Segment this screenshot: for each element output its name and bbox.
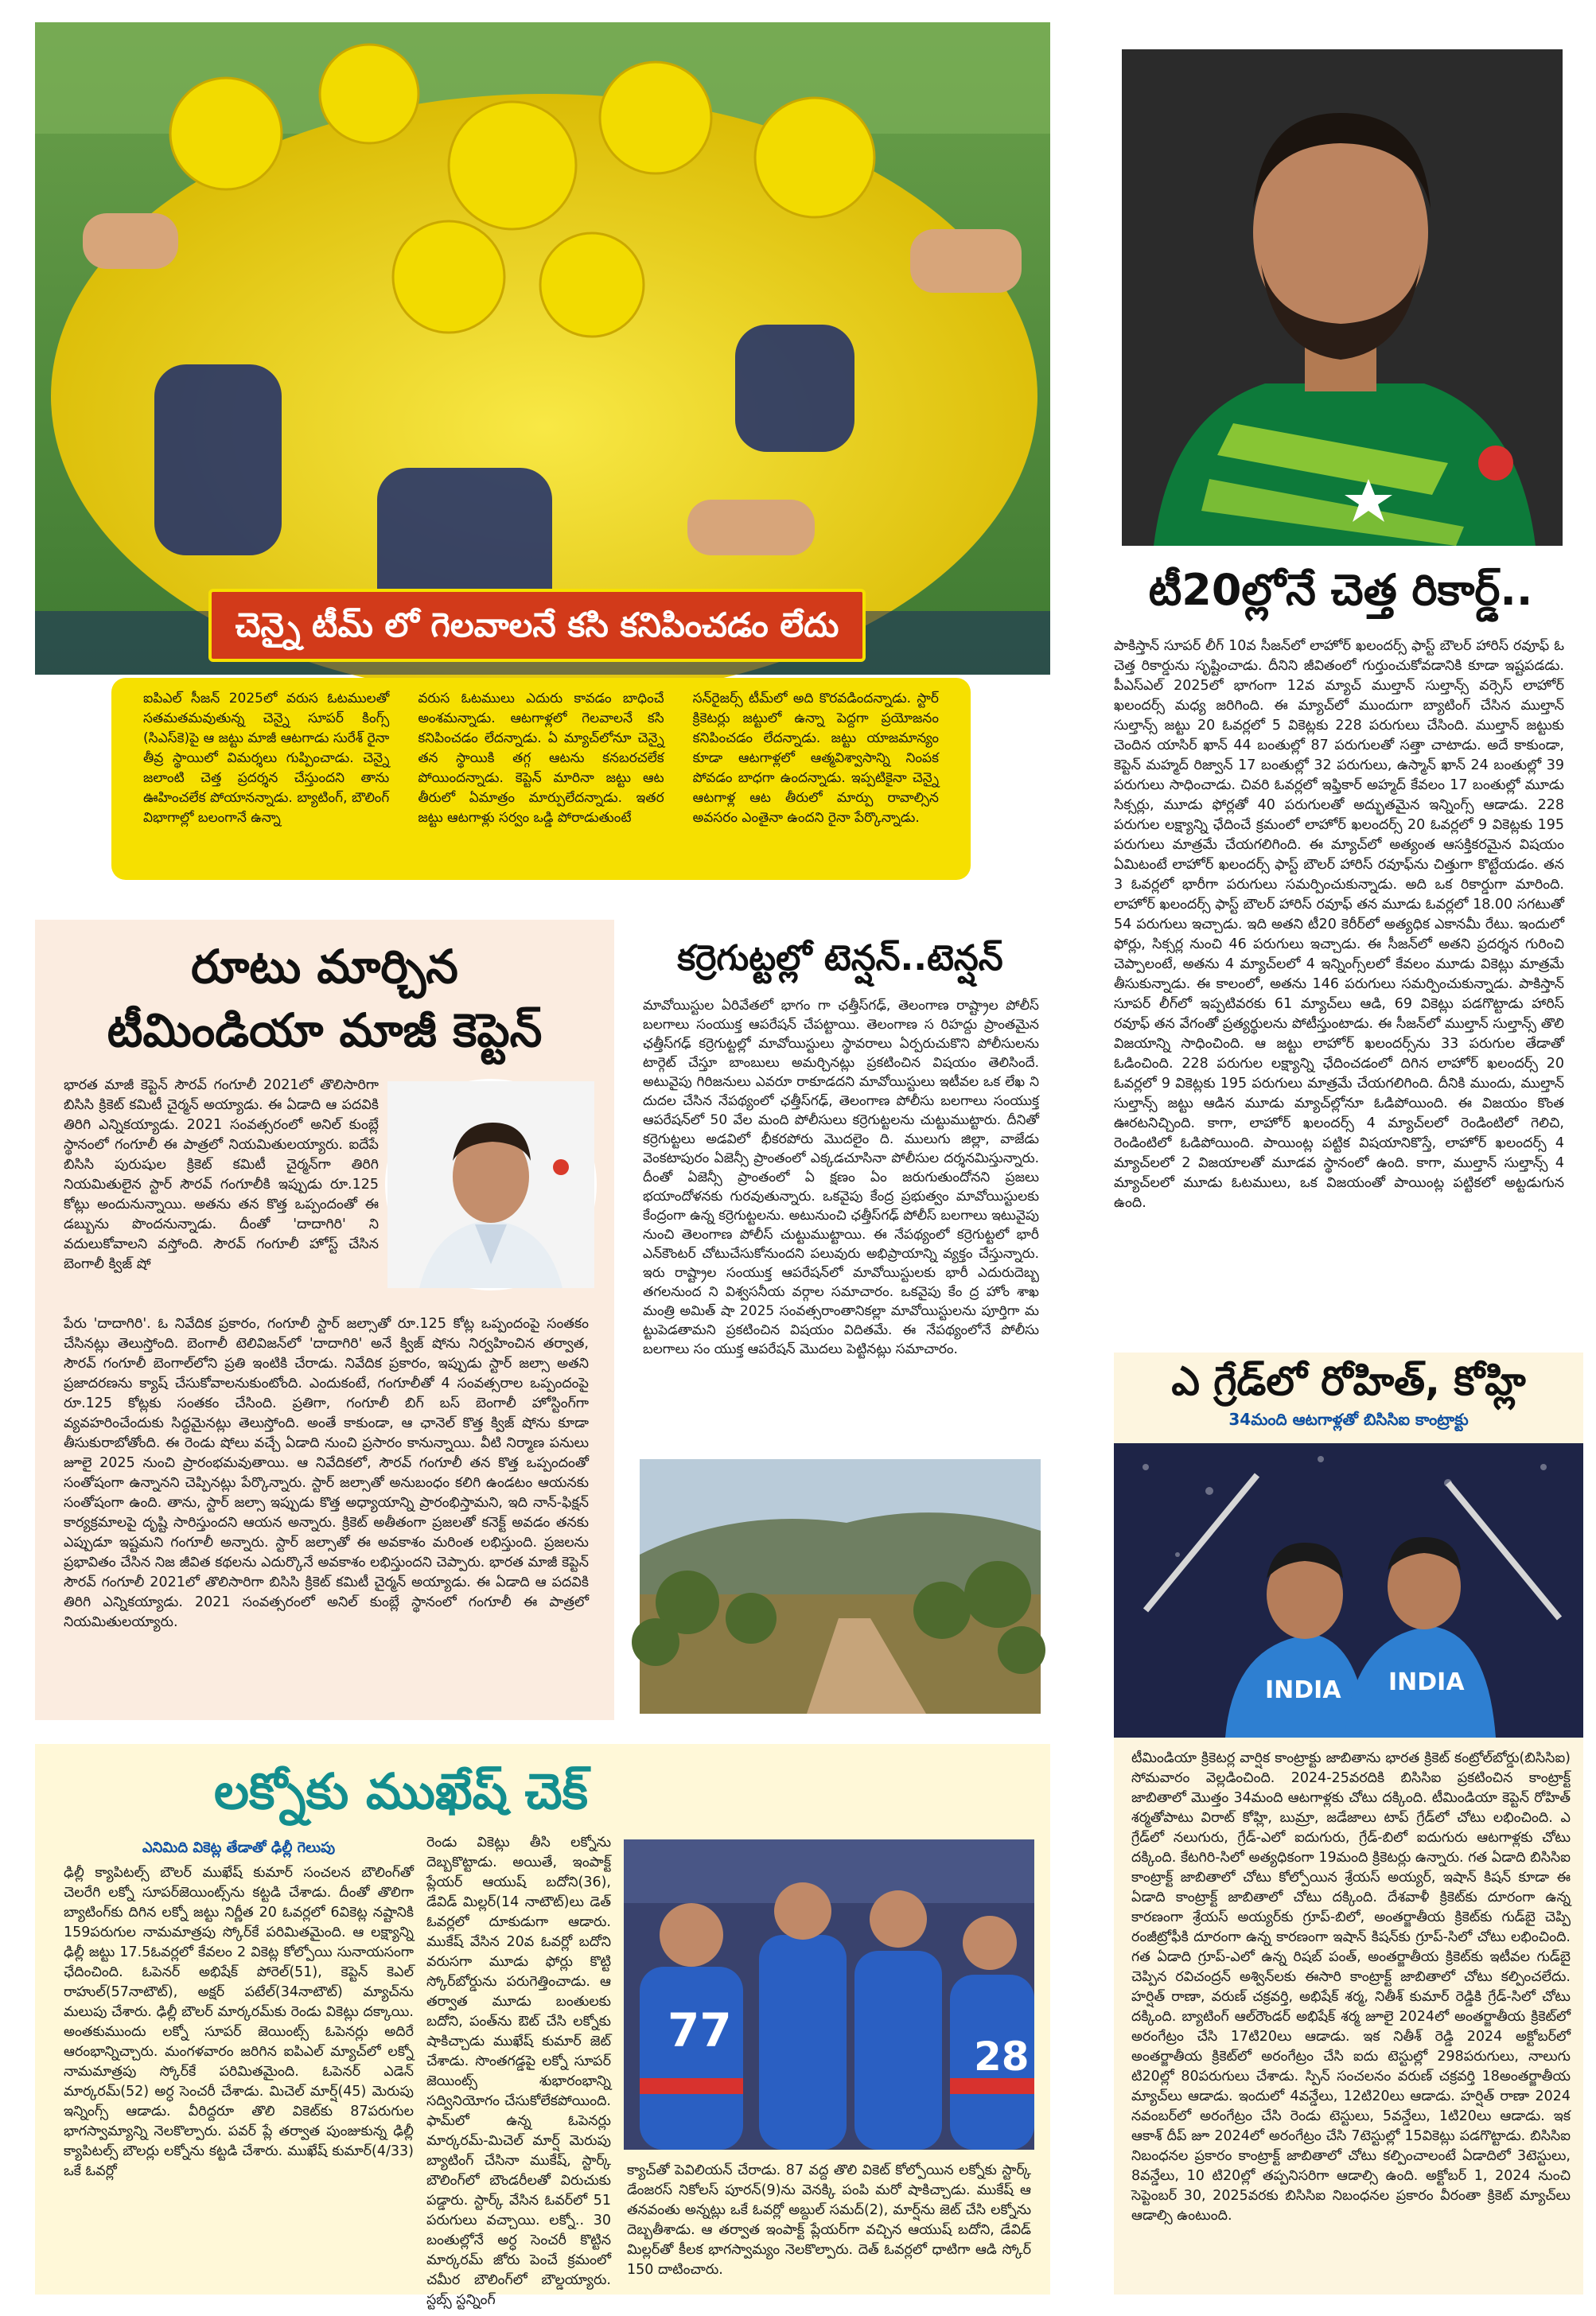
csk-text-col3: సన్‌రైజర్స్ టీమ్‌లో అది కొరవడిందన్నాడు. స్టార్ క్రికెటర్లు జట్టులో ఉన్నా పెద్దగా ప్రయోజనం కనిపించడం లేదన్నాడు. జట్టు యాజమాన్యం కూడా ఆటగాళ్లలో ఆత్మవిశ్వాసాన్ని నింపక పోవడం బాధగా ఉందన్నాడు. ఇప్పటికైనా చెన్నై ఆటగాళ్ల ఆట తీరులో మార్పు రావాల్సిన అవసరం ఎంతైనా ఉందని రైనా పేర్కొన్నాడు. [692, 691, 939, 826]
ganguly-text-top: భారత మాజీ కెప్టెన్ సౌరవ్ గంగూలీ 2021లో తొలిసారిగా బిసిసి క్రికెట్ కమిటీ చైర్మన్ అయ్యాడు. ఈ ఏడాది ఆ పదవికి తిరిగి ఎన్నికయ్యాడు. 2021 సంవత్సరంలో అనిల్ కుంబ్లే స్థానంలో గంగూలీ ఈ పాత్రలో నియమితులయ్యారు. ఐదేపే బిసిసి పురుషుల క్రికెట్ కమిటీ చైర్మన్‌గా తిరిగి నియమితులైన స్టార్ సౌరవ్ గంగూలీకి ఇప్పుడు రూ.125 కోట్లు అందునున్నాయి. అతను తన కొత్త ఒప్పందంతో ఈ డబ్బును పొందనున్నాడు. దీంతో 'దాదాగిరి' ని వదులుకోవాలని వస్తోంది. సౌరవ్ గంగూలీ హోస్ట్ చేసిన బెంగాలీ క్విజ్ షో [64, 1077, 379, 1272]
haris-rauf-photo [1122, 49, 1563, 546]
csk-text-col1: ఐపిఎల్ సీజన్ 2025లో వరుస ఓటములతో సతమతమవుతున్న చెన్నై సూపర్ కింగ్స్ (సిఎస్‌కె)పై ఆ జట్టు మాజీ ఆటగాడు సురేశ్ రైనా తీవ్ర స్థాయిలో విమర్శలు గుప్పించాడు. చెన్నై జలాంటి చెత్త ప్రదర్శన చేస్తుందని తాను ఊహించలేక పోయానన్నాడు. బ్యాటింగ్, బౌలింగ్ విభాగాల్లో బలంగానే ఉన్నా [143, 691, 390, 826]
rohit-text: టీమిండియా క్రికెటర్ల వార్షిక కాంట్రాక్టు జాబితాను భారత క్రికెట్ కంట్రోల్‌బోర్డు(బిసిసిఐ) సోమవారం వెల్లడించింది. 2024-25వరదికి బిసిసిఐ ప్రకటించిన కాంట్రాక్ట్ జాబితాలో మొత్తం 34మంది ఆటగాళ్లకు చోటు దక్కింది. టీమిండియా కెప్టెన్ రోహిత్ శర్మతోపాటు విరాట్ కోహ్లి, బుమ్రా, జడేజాలు టాప్ గ్రేడ్‌లో చోటు లభించింది. ఎ గ్రేడ్‌లో నలుగురు, గ్రేడ్-ఎలో ఐదుగురు, గ్రేడ్-బిలో ఐదుగురు ఆటగాళ్లకు చోటు దక్కింది. కేటగిరి-సిలో అత్యధికంగా 19మంది క్రికెటర్లు ఉన్నారు. గత ఏడాది బిసిసిఐ కాంట్రాక్ట్ జాబితాలో చోటు కోల్పోయిన శ్రేయస్ అయ్యర్, ఇషాన్ కిషన్ కూడా ఈ ఏడాది కాంట్రాక్ట్ జాబితాలో చోటు దక్కింది. దేశవాళీ క్రికెట్‌కు దూరంగా ఉన్న కారణంగా శ్రేయస్ అయ్యర్‌కు గ్రూప్-బిలో, అంతర్జాతీయ క్రికెట్‌కు గుడ్‌బై చెప్పి రంజీట్రోఫీకి దూరంగా ఉన్న కారణంగా ఇషాన్ కిషన్‌కు గ్రూప్-సిలో చోటు లభించింది. గత ఏడాది గ్రూప్-ఎలో ఉన్న రిషబ్ పంత్, అంతర్జాతీయ క్రికెట్‌కు ఇటీవల గుడ్‌బై చెప్పిన రవిచంద్రన్ అశ్విన్‌లకు ఈసారి కాంట్రాక్ట్ జాబితాలో చోటు కల్పించలేదు. హర్షిత్ రాణా, వరుణ్ చక్రవర్తి, అభిషేక్ శర్మ, నితీశ్ కుమార్ రెడ్డికి గ్రేడ్-సిలో చోటు దక్కింది. బ్యాటింగ్ ఆల్‌రౌండర్ అభిషేక్ శర్మ జూలై 2024లో అంతర్జాతీయ క్రికెట్‌లో అరంగేట్రం చేసి 17టి20లు ఆడాడు. ఇక నితీశ్ రెడ్డి 2024 అక్టోబర్‌లో అంతర్జాతీయ క్రికెట్‌లో అరంగేట్రం చేసి ఐదు టెస్టుల్లో 298పరుగులు, నాలుగు టి20ల్లో 80పరుగులు చేశాడు. స్పిన్ సంచలనం వరుణ్ చక్రవర్తి 18అంతర్జాతీయ మ్యాచ్‌లు ఆడాడు. ఇందులో 4వన్డేలు, 12టి20లు ఆడాడు. హర్షిత్ రాణా 2024 నవంబర్‌లో అరంగేట్రం చేసి రెండు టెస్టులు, 5వన్డేలు, 1టి20లు ఆడాడు. ఇక ఆకాశ్ దీప్ జూ 2024లో అరంగేట్రం చేసి 7టెస్టుల్లో 15వికెట్లు పడగొట్టాడు. బిసిసిఐ నిబంధనల ప్రకారం కాంట్రాక్ట్ జాబితాలో చోటు కల్పించాలంటే ఏడాదిలో 3టెస్టులు, 8వన్డేలు, 10 టి20ల్లో తప్పనిసరిగా ఆడాల్సి ఉంది. అక్టోబర్ 1, 2024 నుంచి సెప్టెంబర్ 30, 2025వరకు బిసిసిఐ నిబంధనల ప్రకారం వీరంతా క్రికెట్ మ్యాచ్‌లు ఆడాల్సి ఉంటుంది. [1131, 1750, 1571, 2224]
svg-text:INDIA: INDIA [1388, 1668, 1465, 1696]
csk-text-col2: వరుస ఓటములు ఎదురు కావడం బాధించే అంశమన్నాడు. ఆటగాళ్లలో గెలవాలనే కసి కనిపించడం లేదన్నాడు. ఏ మ్యాచ్‌లోనూ చెన్నై తన స్థాయికి తగ్గ ఆటను కనబరచలేక పోయిందన్నాడు. కెప్టెన్ మారినా జట్టు ఆట తీరులో ఏమాత్రం మార్పులేదన్నాడు. ఇతర జట్టు ఆటగాళ్లు సర్వం ఒడ్డి పోరాడుతుంటే [418, 691, 664, 826]
lucknow-text-col2: రెండు వికెట్లు తీసి లక్నోను దెబ్బకొట్టాడు. అయితే, ఇంపాక్ట్ ప్లేయర్ ఆయుష్ బదోని(36), డేవిడ్ మిల్లర్(14 నాటౌట్)లు డెత్ ఓవర్లలో దూకుడుగా ఆడారు. ముకేష్ వేసిన 20వ ఓవర్లో బదోని వరుసగా మూడు ఫోర్లు కొట్టి స్కోర్‌బోర్డును పరుగెత్తించాడు. ఆ తర్వాత మూడు బంతులకు బదోని, పంత్‌ను ఔట్ చేసి లక్నోకు షాకిచ్చాడు ముఖేష్ కుమార్ జెట్ చేశాడు. సొంతగడ్డపై లక్నో సూపర్ జెయింట్స్ శుభారంభాన్ని సద్వినియోగం చేసుకోలేకపోయింది. ఫామ్‌లో ఉన్న ఓపెనర్లు మార్కరమ్-మిచెల్ మార్ష్ మెరుపు బ్యాటింగ్ చేసినా ముకేష్, స్టార్క్ బౌలింగ్‌లో బౌండరీలతో విరుచుకు పడ్డారు. స్టార్క్ వేసిన ఓవర్‌లో 51 పరుగులు వచ్చాయి. లక్నో.. 30 బంతుల్లోనే అర్ధ సెంచరీ కొట్టిన మార్కరమ్ జోరు పెంచే క్రమంలో చమీర బౌలింగ్‌లో బౌల్డయ్యారు. స్టబ్స్ స్టన్నింగ్ [426, 1835, 611, 2308]
csk-headline-banner [208, 589, 866, 662]
forest-road-image [640, 1459, 1041, 1714]
rohit-kohli-photo [1114, 1443, 1583, 1738]
csk-team-huddle-photo [35, 22, 1050, 675]
svg-text:INDIA: INDIA [1265, 1676, 1341, 1704]
ganguly-text-bottom: పేరు 'దాదాగిరి'. ఓ నివేదిక ప్రకారం, గంగూలీ స్టార్ జల్సాతో రూ.125 కోట్ల ఒప్పందంపై సంతకం చేసినట్లు తెలుస్తోంది. బెంగాలీ టెలివిజన్‌లో 'దాదాగిరి' అనే క్విజ్ షోను నిర్వహించిన తర్వాత, సౌరవ్ గంగూలీ బెంగాల్‌లోని ప్రతి ఇంటికి చేరాడు. నివేదిక ప్రకారం, ఇప్పుడు స్టార్ జల్సా అతని ప్రజాదరణను క్యాష్ చేసుకోవాలనుకుంటోంది. ఎందుకంటే, గంగూలీతో 4 సంవత్సరాల ఒప్పందంపై రూ.125 కోట్లకు సంతకం చేసింది. ప్రతిగా, గంగూలీ బిగ్ బస్ బెంగాలీ హోస్టింగ్‌గా వ్యవహరించేందుకు సిద్ధమైనట్లు తెలుస్తోంది. అంతే కాకుండా, ఆ ఛానెల్ కొత్త క్విజ్ షోను కూడా తీసుకురాబోతోంది. ఈ రెండు షోలు వచ్చే ఏడాది నుంచి ప్రసారం కానున్నాయి. వీటి నిర్మాణ పనులు జూలై 2025 నుంచి ప్రారంభమవుతాయి. ఆ నివేదికలో, సౌరవ్ గంగూలీ తన కొత్త ఒప్పందంతో సంతోషంగా ఉన్నానని చెప్పినట్లు పేర్కొన్నారు. స్టార్ జల్సాతో అనుబంధం కలిగి ఉండటం ఆయనకు సంతోషంగా ఉంది. తాను, స్టార్ జల్సా ఇప్పుడు కొత్త అధ్యాయాన్ని ప్రారంభిస్తామని, ఇది నాన్-ఫిక్షన్ కార్యక్రమాలపై దృష్టి సారిస్తుందని ఆయన అన్నారు. క్రికెట్ అతీతంగా ప్రజలతో కనెక్ట్ అవడం తనకు ఎప్పుడూ ఇష్టమని గంగూలీ అన్నారు. స్టార్ జల్సాతో ఈ అవకాశం మరింత లభిస్తుంది. ప్రజలను ప్రభావితం చేసిన నిజ జీవిత కథలను ఎదుర్కొనే అవకాశం లభిస్తుందని చెప్పారు. భారత మాజీ కెప్టెన్ సౌరవ్ గంగూలీ 2021లో తొలిసారిగా బిసిసి క్రికెట్ కమిటీ చైర్మన్ అయ్యాడు. ఈ ఏడాది ఆ పదవికి తిరిగి ఎన్నికయ్యాడు. 2021 సంవత్సరంలో అనిల్ కుంబ్లే స్థానంలో గంగూలీ ఈ పాత్రలో నియమితులయ్యారు. [64, 1316, 589, 1630]
csk-text-box [111, 678, 971, 880]
rauf-headline: టీ20ల్లోనే చెత్త రికార్డ్.. [1148, 565, 1533, 615]
lucknow-headline: లక్నోకు ముఖేష్ చెక్ [214, 1762, 588, 1820]
lucknow-text-col1: ఢిల్లీ క్యాపిటల్స్ బౌలర్ ముఖేష్ కుమార్ సంచలన బౌలింగ్‌తో చెలరేగి లక్నో సూపర్‌జెయింట్స్‌ను కట్టడి చేశాడు. దీంతో తొలిగా బ్యాటింగ్‌కు దిగిన లక్నో జట్టు నిర్ణీత 20 ఓవర్లలో 6వికెట్ల నష్టానికి 159పరుగుల నామమాత్రపు స్కోర్‌కే పరిమితమైంది. ఆ లక్ష్యాన్ని ఢిల్లీ జట్టు 17.5ఓవర్లలో కేవలం 2 వికెట్ల కోల్పోయి సునాయసంగా ఛేదించింది. ఓపెనర్ అభిషేక్ పోరెల్(51), కెప్టెన్ కెఎల్ రాహుల్(57నాటౌట్), అక్షర్ పటేల్(34నాటౌట్) మ్యాచ్‌ను మలుపు చేశారు. ఢిల్లీ బౌలర్ మార్కరమ్‌కు రెండు వికెట్లు దక్కాయి. అంతకుముందు లక్నో సూపర్ జెయింట్స్ ఓపెనర్లు అదిరే ఆరంభాన్నిచ్చారు. మంగళవారం జరిగిన ఐపిఎల్ మ్యాచ్‌లో లక్నో నామమాత్రపు స్కోర్‌కే పరిమితమైంది. ఓపెనర్ ఎడెన్ మార్కరమ్(52) అర్ధ సెంచరీ చేశాడు. మిచెల్ మార్ష్(45) మెరుపు ఇన్నింగ్స్ ఆడాడు. వీరిద్దరూ తొలి వికెట్‌కు 87పరుగుల భాగస్వామ్యాన్ని నెలకొల్పారు. పవర్ ప్లే తర్వాత పుంజుకున్న ఢిల్లీ క్యాపిటల్స్ బౌలర్లు లక్నోను కట్టడి చేశారు. ముఖేష్ కుమార్(4/33) ఒకే ఓవర్లో [64, 1865, 414, 2179]
lucknow-subhead: ఎనిమిది వికెట్ల తేడాతో ఢిల్లీ గెలుపు [142, 1839, 336, 1856]
delhi-capitals-image [624, 1839, 1034, 2150]
lucknow-text-col3: క్యాచ్‌తో పెవిలియన్ చేరాడు. 87 వద్ద తొలి వికెట్ కోల్పోయిన లక్నోకు స్టార్క్ డేంజరస్ నికోలస్ పూరన్(9)ను వెనక్కి పంపి మరో షాకిచ్చాడు. ముకేష్ ఆ తనవంతు అన్నట్లు ఒకే ఓవర్లో అబ్దుల్ సమద్(2), మార్ష్‌ను జెట్ చేసి లక్నోను దెబ్బతీశాడు. ఆ తర్వాత ఇంపాక్ట్ ప్లేయర్‌గా వచ్చిన ఆయుష్ బదోని, డేవిడ్ మిల్లర్‌తో కీలక భాగస్వామ్యం నెలకొల్పారు. దెత్ ఓవర్లలో ధాటిగా ఆడి స్కోర్ 150 దాటించారు. [627, 2162, 1031, 2278]
rohit-section [1114, 1353, 1583, 2295]
karreguttalu-section [630, 920, 1050, 1720]
haris-rauf-image [1122, 49, 1563, 546]
delhi-capitals-photo [624, 1839, 1034, 2150]
karreguttalu-headline: కర్రెగుట్టల్లో టెన్షన్..టెన్షన్ [677, 938, 1003, 979]
csk-headline: చెన్నై టీమ్ లో గెలవాలనే కసి కనిపించడం లేదు [235, 605, 839, 644]
lucknow-section [35, 1744, 1050, 2308]
ganguly-headline-line1: రూటు మార్చిన [191, 940, 458, 994]
rauf-text: పాకిస్తాన్ సూపర్ లీగ్ 10వ సీజన్‌లో లాహోర్ ఖలందర్స్ ఫాస్ట్ బౌలర్ హారిస్ రవూఫ్ ఓ చెత్త రికార్డును సృష్టించాడు. దీనిని జీవితంలో గుర్తుంచుకోవడానికి కూడా ఇష్టపడడు. పీఎస్ఎల్ 2025లో భాగంగా 12వ మ్యాచ్ ముల్తాన్ సుల్తాన్స్ వర్సెస్ లాహోర్ ఖలందర్స్ మధ్య జరిగింది. ఈ మ్యాచ్‌లో ముందుగా బ్యాటింగ్ చేసిన ముల్తాన్ సుల్తాన్స్ జట్టు 20 ఓవర్లలో 5 వికెట్లకు 228 పరుగులు చేసింది. ముల్తాన్ జట్టుకు చెందిన యాసిర్ ఖాన్ 44 బంతుల్లో 87 పరుగులతో సత్తా చాటాడు. అదే కాకుండా, కెప్టెన్ మహ్మద్ రిజ్వాన్ 17 బంతుల్లో 32 పరుగులు, ఉస్మాన్ ఖాన్ 24 బంతుల్లో 39 పరుగులు సాధించాడు. చివరి ఓవర్లలో ఇఫ్తికార్ అహ్మద్ కేవలం 17 బంతుల్లో మూడు సిక్సర్లు, మూడు ఫోర్లతో 40 పరుగులతో అద్భుతమైన ఇన్నింగ్స్ ఆడాడు. 228 పరుగుల లక్ష్యాన్ని ఛేదించే క్రమంలో లాహోర్ ఖలందర్స్ 20 ఓవర్లలో 9 వికెట్లకు 195 పరుగులు మాత్రమే చేయగలిగింది. ఈ మ్యాచ్‌లో అత్యంత ఆసక్తికరమైన విషయం ఏమిటంటే లాహోర్ ఖలందర్స్ ఫాస్ట్ బౌలర్ హారిస్ రవూఫ్‌ను చిత్తుగా కొట్టేయడం. తన 3 ఓవర్లలో భారీగా పరుగులు సమర్పించుకున్నాడు. అది ఒక రికార్డుగా మారింది. లాహోర్ ఖలందర్స్ ఫాస్ట్ బౌలర్ హారిస్ రవూఫ్ తన మూడు ఓవర్లలో 18.00 సగటుతో 54 పరుగులు ఇచ్చాడు. ఇది అతని టీ20 కెరీర్‌లో అత్యధిక ఎకానమీ రేటు. ఇందులో ఫోర్లు, సిక్సర్ల నుంచి 46 పరుగులు ఇచ్చాడు. ఈ సీజన్‌లో అతని ప్రదర్శన గురించి చెప్పాలంటే, అతను 4 మ్యాచ్‌లలో 4 ఇన్నింగ్స్‌లలో కేవలం మూడు వికెట్లు మాత్రమే తీసుకున్నాడు. ఈ కాలంలో, అతను 146 పరుగులు సమర్పించుకున్నాడు. పాకిస్తాన్ సూపర్ లీగ్‌లో ఇప్పటివరకు 61 మ్యాచ్‌లు ఆడి, 69 వికెట్లు పడగొట్టాడు హారిస్ రవూఫ్ తన వేగంతో ప్రత్యర్థులను పోటీస్తుంటాడు. ఈ సీజన్‌లో ముల్తాన్ సుల్తాన్స్ తొలి విజయాన్ని సాధించింది. ఆ జట్టు లాహోర్ ఖలందర్స్‌ను 33 పరుగుల తేడాతో ఓడించింది. 228 పరుగుల లక్ష్యాన్ని ఛేదించడంలో దిగిన లాహోర్ ఖలందర్స్ 20 ఓవర్లలో 9 వికెట్లకు 195 పరుగులు మాత్రమే చేయగలిగింది. దీనికి ముందు, ముల్తాన్ సుల్తాన్స్ జట్టు ఆడిన మూడు మ్యాచ్‌ల్లోనూ ఓడిపోయింది. ఈ విజయం కొంత ఊరటనిచ్చింది. కాగా, లాహోర్ ఖలందర్స్ 4 మ్యాచ్‌లలో రెండింటిలో గెలిచి, రెండింటిలో ఓడిపోయింది. పాయింట్ల పట్టిక విషయానికొస్తే, లాహోర్ ఖలందర్స్ 4 మ్యాచ్‌లలో 2 విజయాలతో మూడవ స్థానంలో ఉంది. కాగా, ముల్తాన్ సుల్తాన్స్ 4 మ్యాచ్‌లలో మూడు ఓటములు, ఒక విజయంతో పాయింట్ల పట్టికలో అట్టడుగున ఉంది. [1114, 638, 1564, 1211]
svg-text:77: 77 [668, 2003, 732, 2057]
rohit-headline: ఎ గ్రేడ్‌లో రోహిత్, కోహ్లి [1171, 1358, 1526, 1404]
csk-huddle-image [35, 22, 1050, 675]
svg-text:28: 28 [974, 2034, 1030, 2080]
forest-road-photo [640, 1459, 1041, 1714]
ganguly-portrait [385, 1079, 597, 1290]
rohit-kohli-image [1114, 1443, 1583, 1738]
karreguttalu-text: మావోయిస్టుల ఏరివేతలో భాగం గా ఛత్తీస్‌గఢ్, తెలంగాణ రాష్ట్రాల పోలీస్ బలగాలు సంయుక్త ఆపరేషన్ చేపట్టాయి. తెలంగాణ స రిహద్దు ప్రాంతమైన ఛత్తీస్‌గఢ్ కర్రెగుట్టల్లో మావోయిస్టులు స్థావరాలు ఏర్పరుచుకొని పోలీసులను టార్గెట్ చేస్తూ బాంబులు అమర్చినట్లు ప్రకటించిన విషయం తెలిసిందే. అటువైపు గిరిజనులు ఎవరూ రాకూడదని మావోయిస్టులు ఇటీవల ఒక లేఖ ని దుదల చేసిన నేపథ్యంలో ఛత్తీస్‌గఢ్, తెలంగాణ పోలీసు బలగాలు సంయుక్త ఆపరేషన్‌లో 50 వేల మంది పోలీసులు కర్రెగుట్టలను చుట్టుముట్టారు. దీనితో కర్రెగుట్టలు అడవిలో భీకరపోరు మొదలైం ది. ములుగు జిల్లా, వాజేడు వెంకటాపురం ఏజెన్సీ ప్రాంతంలో ఎక్కడచూసినా పోలీసుల దర్శనమిస్తున్నారు. దీంతో ఏజెన్సీ ప్రాంతంలో ఏ క్షణం ఏం జరుగుతుందోనని ప్రజలు భయాందోళనకు గురవుతున్నారు. ఒకవైపు కేంద్ర ప్రభుత్వం మావోయిస్టులకు కేంద్రంగా ఉన్న కర్రెగుట్టలను. అటునుంచి ఛత్తీస్‌గఢ్ పోలీస్ బలగాలు ఇటువైపు నుంచి తెలంగాణ పోలీస్ చుట్టుముట్టాయి. ఈ నేపథ్యంలో కర్రెగుట్టలో భారీ ఎన్‌కౌంటర్ చోటుచేసుకోనుందని పలువురు అభిప్రాయాన్ని వ్యక్తం చేస్తున్నారు. ఇరు రాష్ట్రాల సంయుక్త ఆపరేషన్‌లో మావోయిస్టులకు భారీ ఎదురుదెబ్బ తగలనుంద ని విశ్వసనీయ వర్గాల సమాచారం. ఒకవైపు కేం ద్ర హోం శాఖ మంత్రి అమిత్ షా 2025 సంవత్సరాంతానికల్లా మావోయిస్టులను పూర్తిగా మ ట్టుపెడతామని ప్రకటించిన విషయం విదితమే. ఈ నేపథ్యంలోనే పోలీసు బలగాలు సం యుక్త ఆపరేషన్ మొదలు పెట్టినట్లు సమాచారం. [643, 998, 1039, 1357]
ganguly-section [35, 920, 614, 1720]
rohit-subhead: 34మంది ఆటగాళ్లతో బిసిసిఐ కాంట్రాక్టు [1228, 1410, 1469, 1429]
ganguly-headline-line2: టీమిండియా మాజీ కెప్టెన్ [107, 1003, 543, 1057]
ganguly-portrait-image [387, 1081, 594, 1288]
